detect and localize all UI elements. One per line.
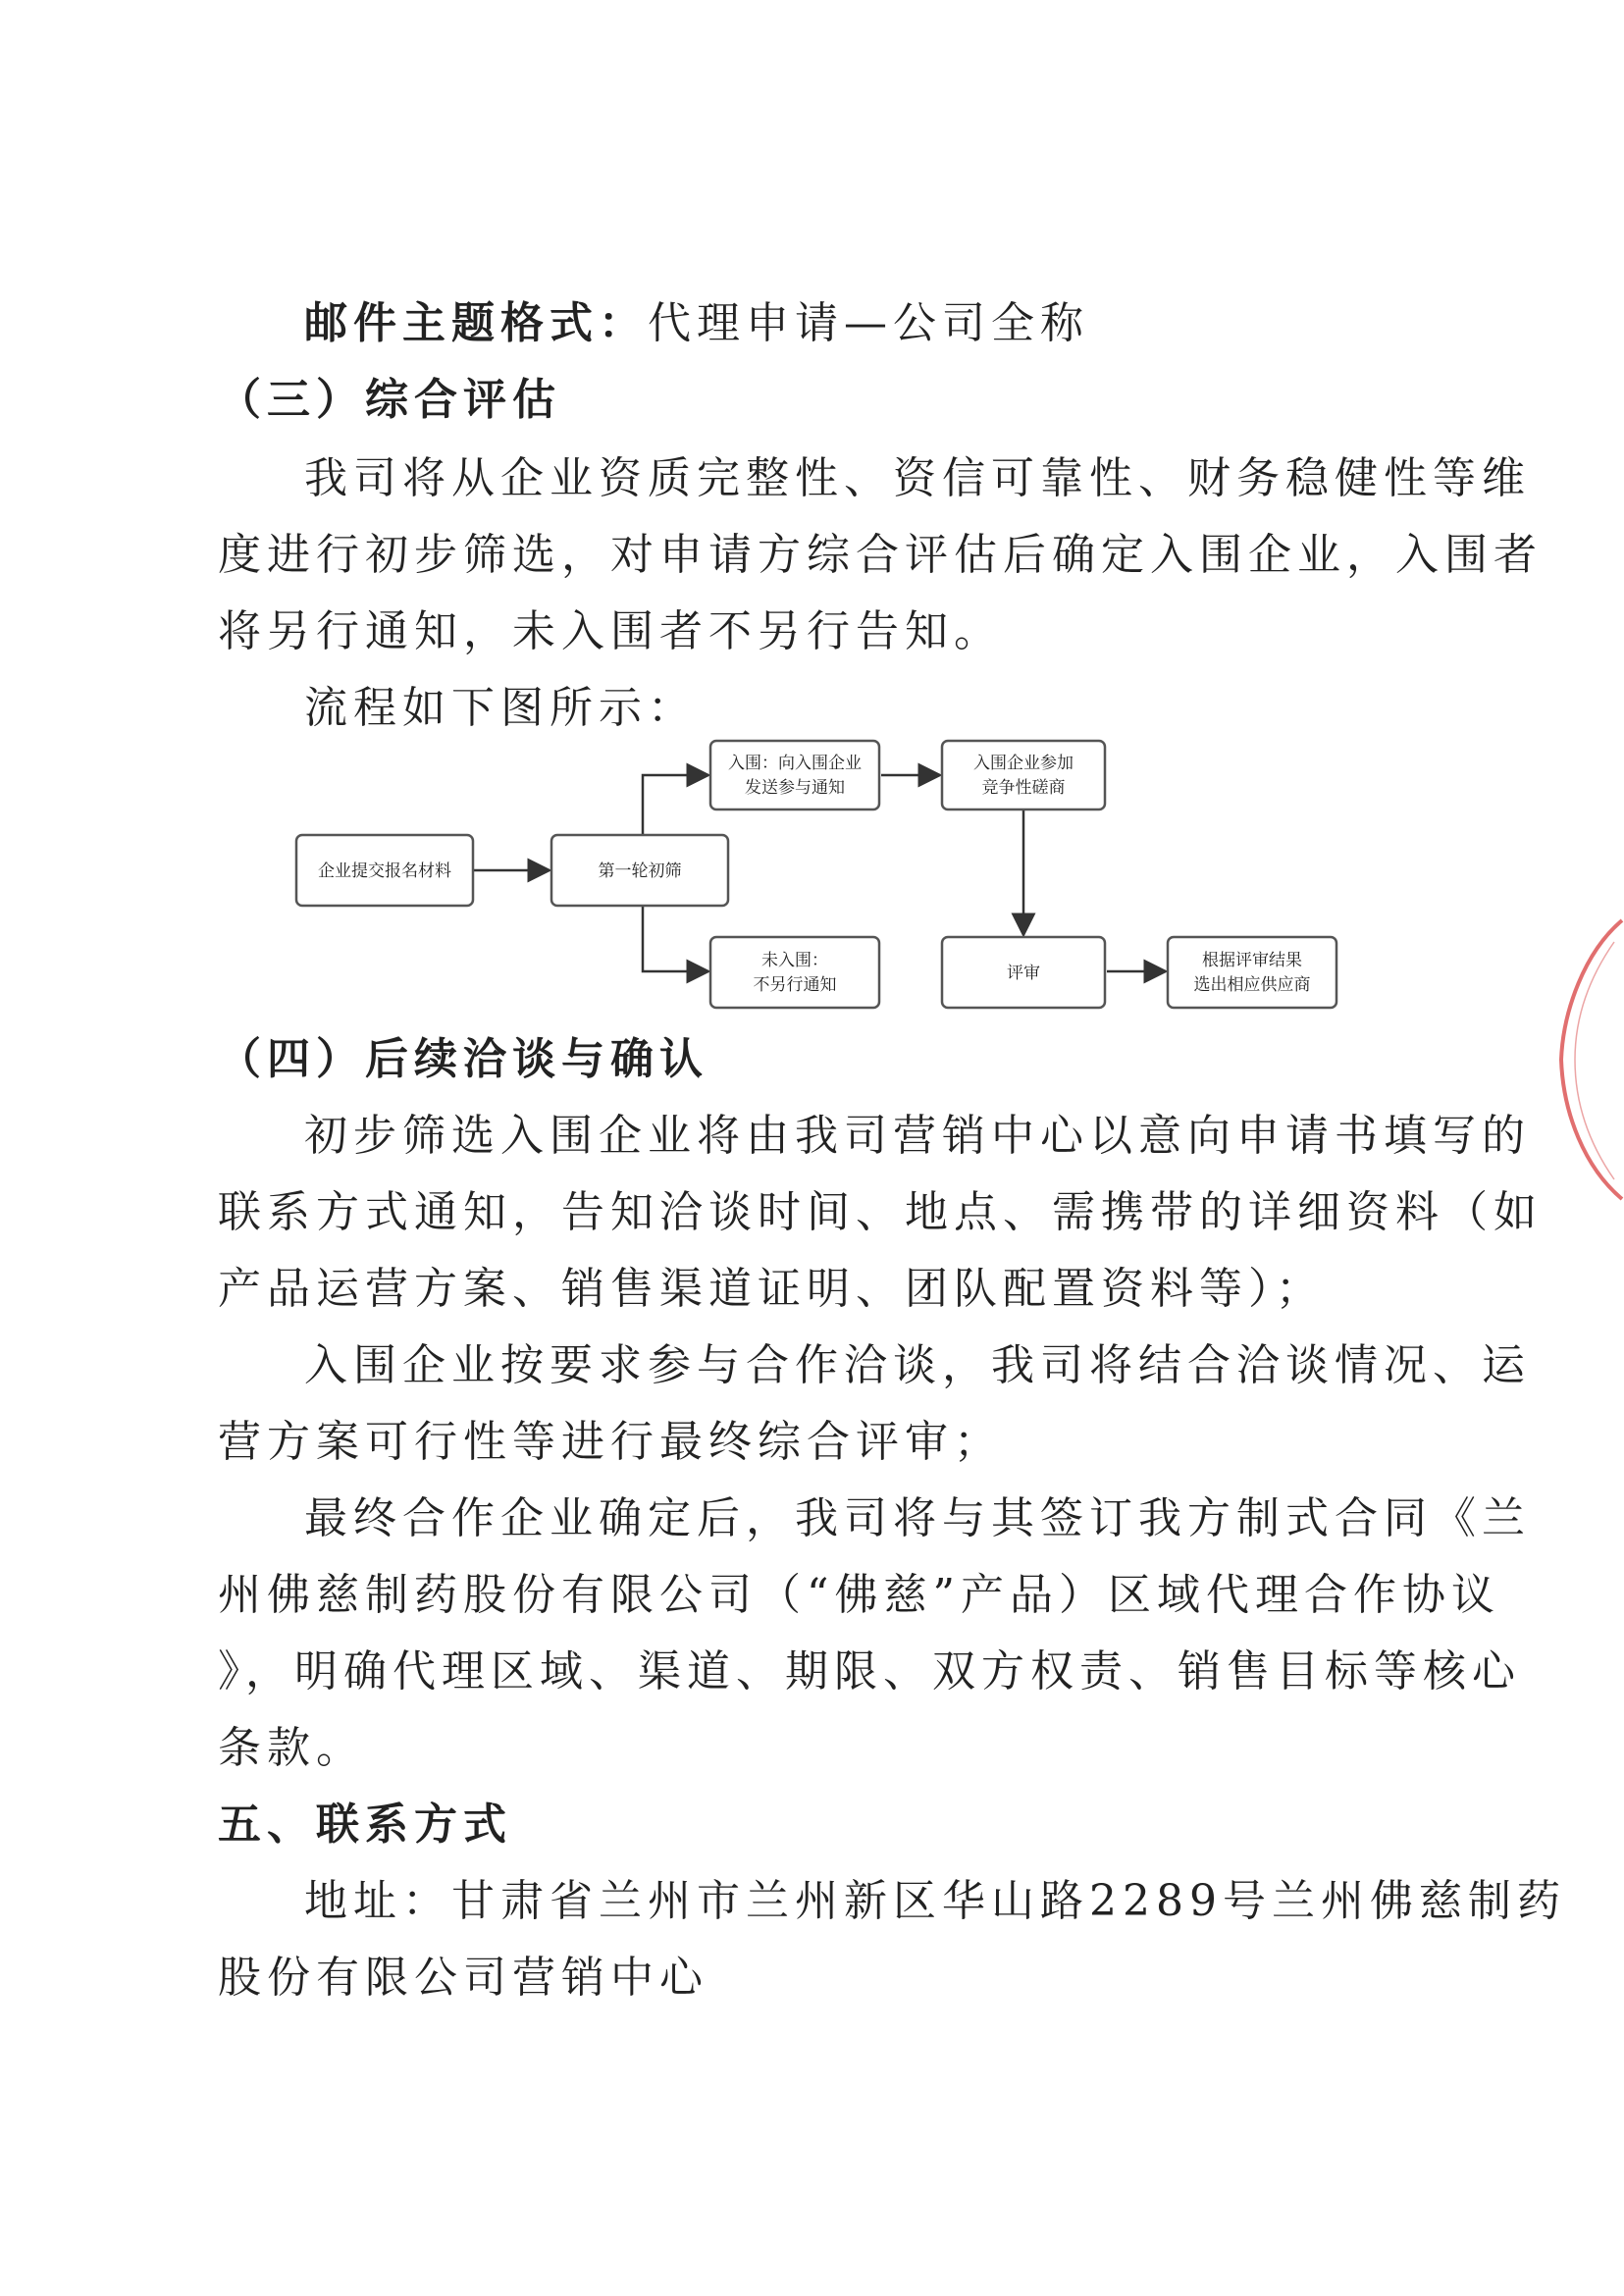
section4-para3-line: 州佛慈制药股份有限公司（“佛慈”产品）区域代理合作协议 [218,1570,1500,1620]
flow-box-select [1168,937,1336,1008]
company-seal-stamp [1545,913,1624,1207]
section4-para2-line: 入围企业按要求参与合作洽谈，我司将结合洽谈情况、运 [304,1340,1531,1390]
section3-para-line: 度进行初步筛选，对申请方综合评估后确定入围企业，入围者 [218,530,1543,580]
flow-text-first-screen: 第一轮初筛 [598,861,682,881]
section4-para3-line: 》，明确代理区域、渠道、期限、双方权责、销售目标等核心 [218,1646,1521,1696]
address-line: 股份有限公司营销中心 [218,1953,708,2003]
section4-para2-line: 营方案可行性等进行最终综合评审； [218,1417,1003,1467]
flow-text-select-line2: 选出相应供应商 [1193,975,1311,995]
process-flowchart [285,731,1364,1025]
flow-text-not-shortlisted-line1: 未入围： [761,951,828,970]
section3-heading: （三）综合评估 [218,375,561,425]
flow-box-not-shortlisted [710,937,879,1008]
flow-text-shortlisted-line2: 发送参与通知 [745,778,845,798]
section3-para-line: 我司将从企业资质完整性、资信可靠性、财务稳健性等维 [304,453,1531,503]
section3-para-line: 将另行通知，未入围者不另行告知。 [218,606,1003,656]
flow-text-select-line1: 根据评审结果 [1202,951,1302,970]
mail-subject-label: 邮件主题格式： [304,298,648,348]
section4-para1-line: 产品运营方案、销售渠道证明、团队配置资料等）； [218,1264,1325,1314]
section4-para3-line: 最终合作企业确定后，我司将与其签订我方制式合同《兰 [304,1493,1531,1543]
mail-subject-line [304,294,1482,353]
flow-intro: 流程如下图所示： [304,683,697,733]
flow-text-not-shortlisted-line2: 不另行通知 [753,975,837,995]
flow-text-negotiate-line2: 竞争性磋商 [981,778,1066,798]
section5-heading: 五、联系方式 [218,1800,512,1850]
address-line: 地址：甘肃省兰州市兰州新区华山路2289号兰州佛慈制药 [304,1876,1566,1926]
flow-box-negotiate [942,741,1105,809]
flow-box-shortlisted [710,741,879,809]
section4-para3-line: 条款。 [218,1723,365,1773]
flow-text-negotiate-line1: 入围企业参加 [973,754,1074,773]
flow-text-submit: 企业提交报名材料 [318,861,451,881]
flow-text-shortlisted-line1: 入围：向入围企业 [728,754,862,773]
section4-heading: （四）后续洽谈与确认 [218,1034,708,1084]
section4-para1-line: 联系方式通知，告知洽谈时间、地点、需携带的详细资料（如 [218,1187,1543,1237]
flow-text-review: 评审 [1007,964,1040,983]
mail-subject-value: 代理申请—公司全称 [648,298,1089,348]
section4-para1-line: 初步筛选入围企业将由我司营销中心以意向申请书填写的 [304,1111,1531,1161]
